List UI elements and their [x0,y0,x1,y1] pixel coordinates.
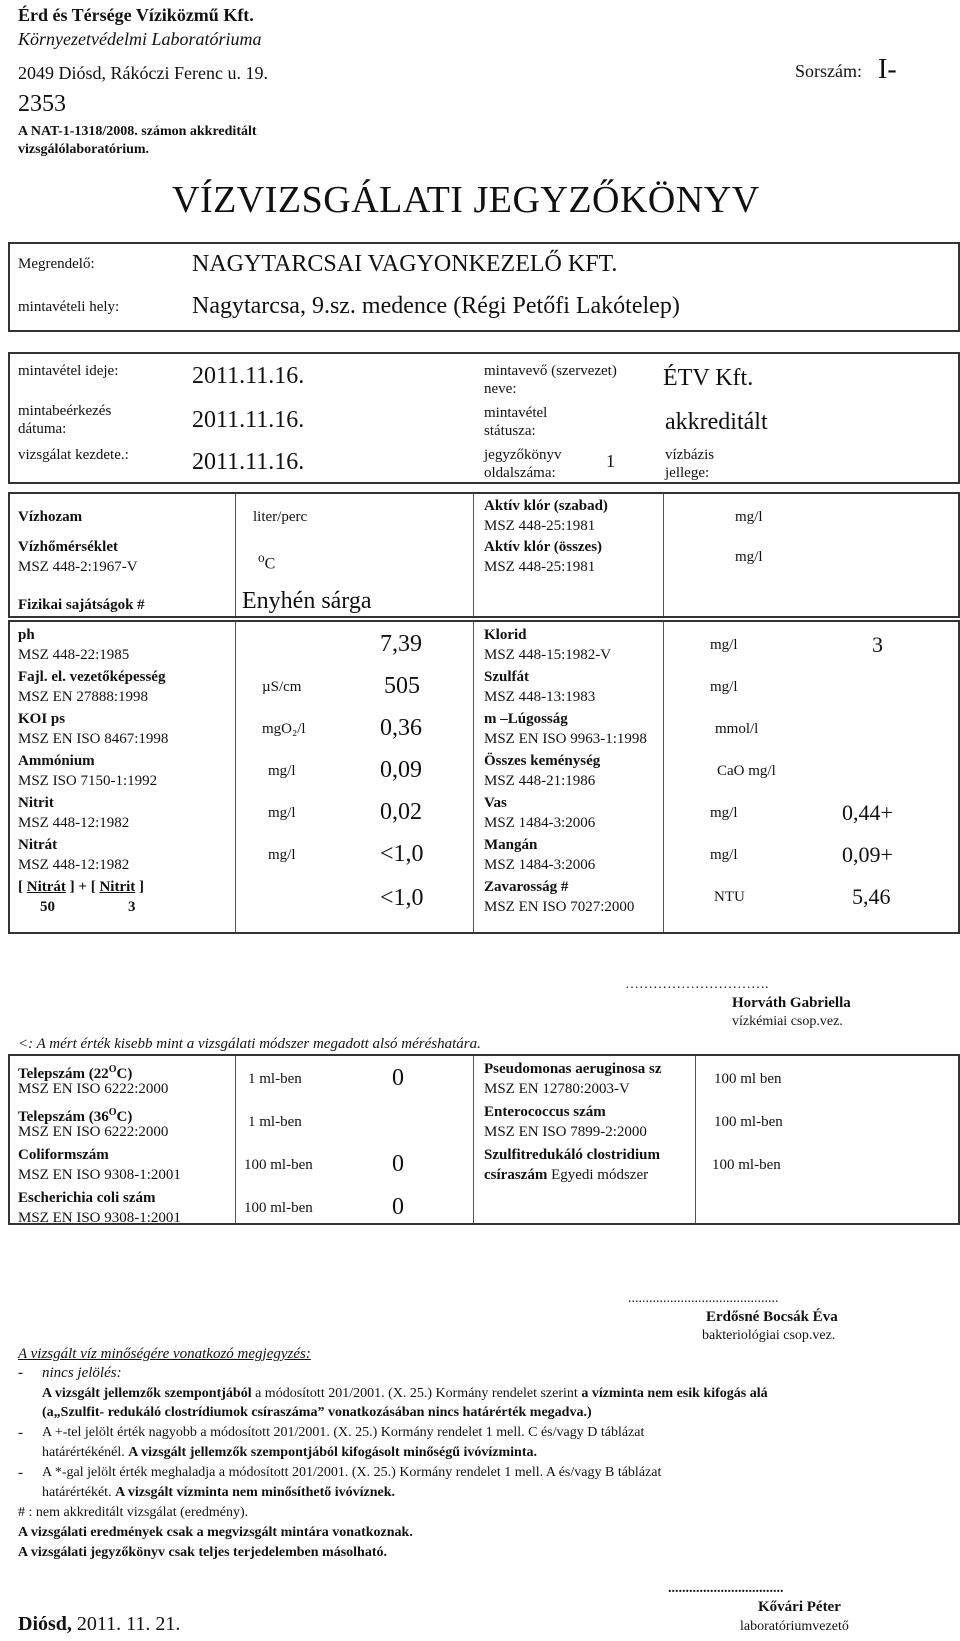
analyte-value: 5,46 [852,884,891,909]
ratio-plus: ] + [ [69,879,96,895]
test-unit: 100 ml-ben [712,1157,781,1173]
base-label-2: jellege: [665,465,710,481]
analyte-name: Fajl. el. vezetőképesség [18,669,166,685]
analyte-value: 3 [872,632,883,657]
divider [473,494,474,616]
pages-value: 1 [606,451,615,471]
client-label: Megrendelő: [18,256,95,272]
test-unit: 100 ml ben [714,1071,782,1087]
ratio-term-nitrite: Nitrit [99,879,136,895]
analyte-method: MSZ EN ISO 7027:2000 [484,899,635,915]
analyte-method: MSZ 448-22:1985 [18,647,130,663]
test-name: Enterococcus szám [484,1104,606,1120]
address: 2049 Diósd, Rákóczi Ferenc u. 19. [18,63,268,83]
analyte-name: KOI ps [18,711,66,727]
remark-3-bold: A vizsgált vízminta nem minősíthető ivóvíznek. [115,1485,396,1500]
analyte-unit: mg/l [268,763,296,779]
test-name [18,1189,155,1208]
test-name-text: Escherichia coli szám [18,1190,156,1206]
arrival-label-1: mintabeérkezés [18,403,112,419]
analyte-value: 0,09 [380,757,422,783]
divider [473,1056,474,1223]
test-unit: 100 ml-ben [714,1114,783,1130]
base-label-1: vízbázis [665,447,715,463]
status-value: akkreditált [665,409,768,435]
props-value: Enyhén sárga [242,588,372,614]
detection-limit-note: <: A mért érték kisebb mint a vizsgálati módszer megadott alsó méréshatára. [18,1036,481,1052]
analyte-method: MSZ EN 27888:1998 [18,689,149,705]
divider [663,494,664,616]
analyte-unit: µS/cm [262,679,302,695]
chlorine-free-label: Aktív klór (szabad) [484,498,608,514]
divider [473,622,474,932]
test-method: MSZ EN ISO 6222:2000 [18,1081,169,1097]
client-value: NAGYTARCSAI VAGYONKEZELŐ KFT. [192,251,618,277]
test-name-end: C) [116,1109,133,1125]
ratio-formula [18,878,144,897]
remark-3-line-2 [42,1484,395,1502]
remark-2-bold: A vizsgált jellemzők szempontjából kifogásolt minőségű ivóvízminta. [128,1445,537,1460]
remark-1-bold-1: A vizsgált jellemzők szempontjából [42,1386,252,1401]
remark-2-text: határértékénél. [42,1445,129,1460]
accreditation-line-1: A NAT-1-1318/2008. számon akkreditált [18,124,257,139]
analyte-value: 0,02 [380,799,422,825]
arrival-value: 2011.11.16. [192,407,305,433]
chlorine-total-label: Aktív klór (összes) [484,539,603,555]
flow-unit: liter/perc [253,509,308,525]
test-name-text: Coliformszám [18,1147,109,1163]
analyte-unit: mg/l [710,679,738,695]
analyte-unit: mgO₂/l [262,721,306,737]
analyte-unit: mg/l [268,847,296,863]
remark-dash: - [18,1465,23,1481]
analyte-name: Nitrit [18,795,54,811]
analyte-method: MSZ 1484-3:2006 [484,857,596,873]
place-value: Nagytarcsa, 9.sz. medence (Régi Petőfi Lakótelep) [192,293,680,319]
test-name-end: C) [116,1066,133,1082]
footer-date [18,1612,180,1636]
analyte-name: Vas [484,795,507,811]
test-name-sup: O [108,1064,117,1075]
remark-3-text: határértékét. [42,1485,116,1500]
divider [235,494,236,616]
analyte-method: MSZ 448-12:1982 [18,857,130,873]
signer-name: Horváth Gabriella [732,995,851,1011]
analyte-name: Összes keménység [484,753,601,769]
analyte-unit: CaO mg/l [717,763,776,779]
divider [663,622,664,932]
hash-note: # : nem akkreditált vizsgálat (eredmény). [18,1505,249,1520]
start-value: 2011.11.16. [192,449,305,475]
analyte-method: MSZ EN ISO 8467:1998 [18,731,169,747]
analyte-name: Klorid [484,627,527,643]
divider [695,1056,696,1223]
analyte-method: MSZ 448-13:1983 [484,689,596,705]
footer-place: Diósd, [18,1613,72,1635]
remarks-heading: A vizsgált víz minőségére vonatkozó megjegyzés: [18,1346,311,1362]
serial-number: 2353 [18,91,66,117]
analyte-unit: mg/l [268,805,296,821]
test-method-text: Egyedi módszer [547,1167,649,1183]
remark-1-line-1 [42,1385,768,1403]
analyte-value: 7,39 [380,631,422,657]
analyte-unit: mg/l [710,847,738,863]
temp-unit-text: C [264,555,276,573]
ratio-bracket: ] [139,879,145,895]
place-label: mintavételi hely: [18,299,120,315]
signer-role: vízkémiai csop.vez. [732,1014,843,1029]
analyte-method: MSZ ISO 7150-1:1992 [18,773,158,789]
divider [235,622,236,932]
sampler-value: ÉTV Kft. [663,365,754,391]
sampling-time-value: 2011.11.16. [192,363,305,389]
analyte-value: 0,36 [380,715,422,741]
analyte-name: m –Lúgosság [484,711,568,727]
remark-dash: - [18,1365,23,1381]
analyte-name: Nitrát [18,837,58,853]
test-name-text: Telepszám (36 [18,1109,109,1125]
remark-1-label: nincs jelölés: [42,1365,122,1381]
analyte-method: MSZ 448-12:1982 [18,815,130,831]
company-name: Érd és Térsége Víziközmű Kft. [18,5,254,25]
test-value: 0 [392,1194,404,1220]
test-name-sup: O [108,1107,117,1118]
ratio-term-nitrate: Nitrát [26,879,66,895]
signature-dots: ................................. [668,1581,784,1596]
remark-1-bold-2: a vízminta nem esik kifogás alá [581,1386,768,1401]
signature-dots: ........................................... [628,1291,779,1306]
test-unit: 1 ml-ben [248,1114,302,1130]
signer-role: laboratóriumvezető [740,1619,849,1634]
ratio-bracket: [ [18,879,23,895]
ratio-denominator-1: 50 [40,899,55,915]
sampler-label-2: neve: [484,381,517,397]
temp-unit [258,548,275,574]
test-method-bold: csíraszám [484,1167,548,1183]
analyte-value: 0,44+ [842,800,893,825]
serial-label: Sorszám: [795,61,862,81]
signer-role: bakteriológiai csop.vez. [702,1328,836,1343]
test-unit: 1 ml-ben [248,1071,302,1087]
temp-method: MSZ 448-2:1967-V [18,559,138,575]
divider [235,1056,236,1223]
chlorine-total-method: MSZ 448-25:1981 [484,559,596,575]
analyte-name: Mangán [484,837,538,853]
remark-1-line-2: (a„Szulfit- redukáló clostrídiumok csíraszáma” vonatkozásában nincs határérték megadva.) [42,1405,592,1420]
accreditation-line-2: vizsgálólaboratórium. [18,142,150,157]
test-method: MSZ EN ISO 7899-2:2000 [484,1124,647,1140]
props-label: Fizikai sajátságok # [18,597,145,613]
remark-3-line-1: A *-gal jelölt érték meghaladja a módosított 201/2001. (X. 25.) Kormány rendelet 1 mell. A és/vagy B táblázat [42,1465,662,1480]
test-value: 0 [392,1065,404,1091]
lab-name: Környezetvédelmi Laboratóriuma [18,29,262,49]
signer-name: Kővári Péter [758,1599,841,1615]
analyte-name: Zavarosság # [484,879,569,895]
analyte-unit: mg/l [710,805,738,821]
ratio-denominator-2: 3 [128,899,136,915]
test-name: Szulfitredukáló clostridium [484,1147,660,1163]
temp-unit-sup: o [258,550,265,565]
test-name-text: Telepszám (22 [18,1066,109,1082]
test-method [484,1166,648,1185]
test-unit: 100 ml-ben [244,1157,313,1173]
remark-1-text: a módosított 201/2001. (X. 25.) Kormány rendelet szerint [251,1386,582,1401]
pages-label-1: jegyzőkönyv [484,447,562,463]
analyte-value: <1,0 [380,841,424,867]
test-method: MSZ EN ISO 9308-1:2001 [18,1167,181,1183]
test-unit: 100 ml-ben [244,1200,313,1216]
analyte-unit: mmol/l [715,721,759,737]
status-label-2: státusza: [484,423,536,439]
sampling-time-label: mintavétel ideje: [18,363,119,379]
analyte-name: Ammónium [18,753,95,769]
analyte-value: 505 [384,673,420,699]
ratio-value: <1,0 [380,885,424,911]
analyte-method: MSZ 448-15:1982-V [484,647,612,663]
analyte-method: MSZ 1484-3:2006 [484,815,596,831]
test-value: 0 [392,1151,404,1177]
arrival-label-2: dátuma: [18,421,67,437]
temp-label: Vízhőmérséklet [18,539,118,555]
analyte-name: ph [18,627,35,643]
analyte-name: Szulfát [484,669,529,685]
test-method: MSZ EN ISO 6222:2000 [18,1124,169,1140]
serial-prefix: I- [878,54,897,85]
chlorine-free-unit: mg/l [735,509,763,525]
footer-date-value: 2011. 11. 21. [71,1613,181,1635]
remark-2-line-2 [42,1444,537,1462]
test-name [18,1146,109,1165]
test-method: MSZ EN 12780:2003-V [484,1081,630,1097]
analyte-method: MSZ 448-21:1986 [484,773,596,789]
remark-dash: - [18,1425,23,1441]
validity-note: A vizsgálati eredmények csak a megvizsgált mintára vonatkoznak. [18,1525,413,1540]
flow-label: Vízhozam [18,509,83,525]
status-label-1: mintavétel [484,405,548,421]
chlorine-free-method: MSZ 448-25:1981 [484,518,596,534]
page-title: VÍZVIZSGÁLATI JEGYZŐKÖNYV [172,179,760,221]
remark-2-line-1: A +-tel jelölt érték nagyobb a módosított 201/2001. (X. 25.) Kormány rendelet 1 mell. C és/vagy D táblázat [42,1425,645,1440]
chlorine-total-unit: mg/l [735,549,763,565]
sampler-label-1: mintavevő (szervezet) [484,363,617,379]
test-name: Pseudomonas aeruginosa sz [484,1061,662,1077]
pages-label-2: oldalszáma: [484,465,556,481]
analyte-unit: NTU [714,889,745,905]
analyte-value: 0,09+ [842,842,893,867]
copy-note: A vizsgálati jegyzőkönyv csak teljes terjedelemben másolható. [18,1545,387,1560]
signer-name: Erdősné Bocsák Éva [706,1309,838,1325]
test-method: MSZ EN ISO 9308-1:2001 [18,1210,181,1226]
analyte-method: MSZ EN ISO 9963-1:1998 [484,731,647,747]
start-label: vizsgálat kezdete.: [18,447,129,463]
signature-dots: …………………………. [625,977,769,992]
analyte-unit: mg/l [710,637,738,653]
